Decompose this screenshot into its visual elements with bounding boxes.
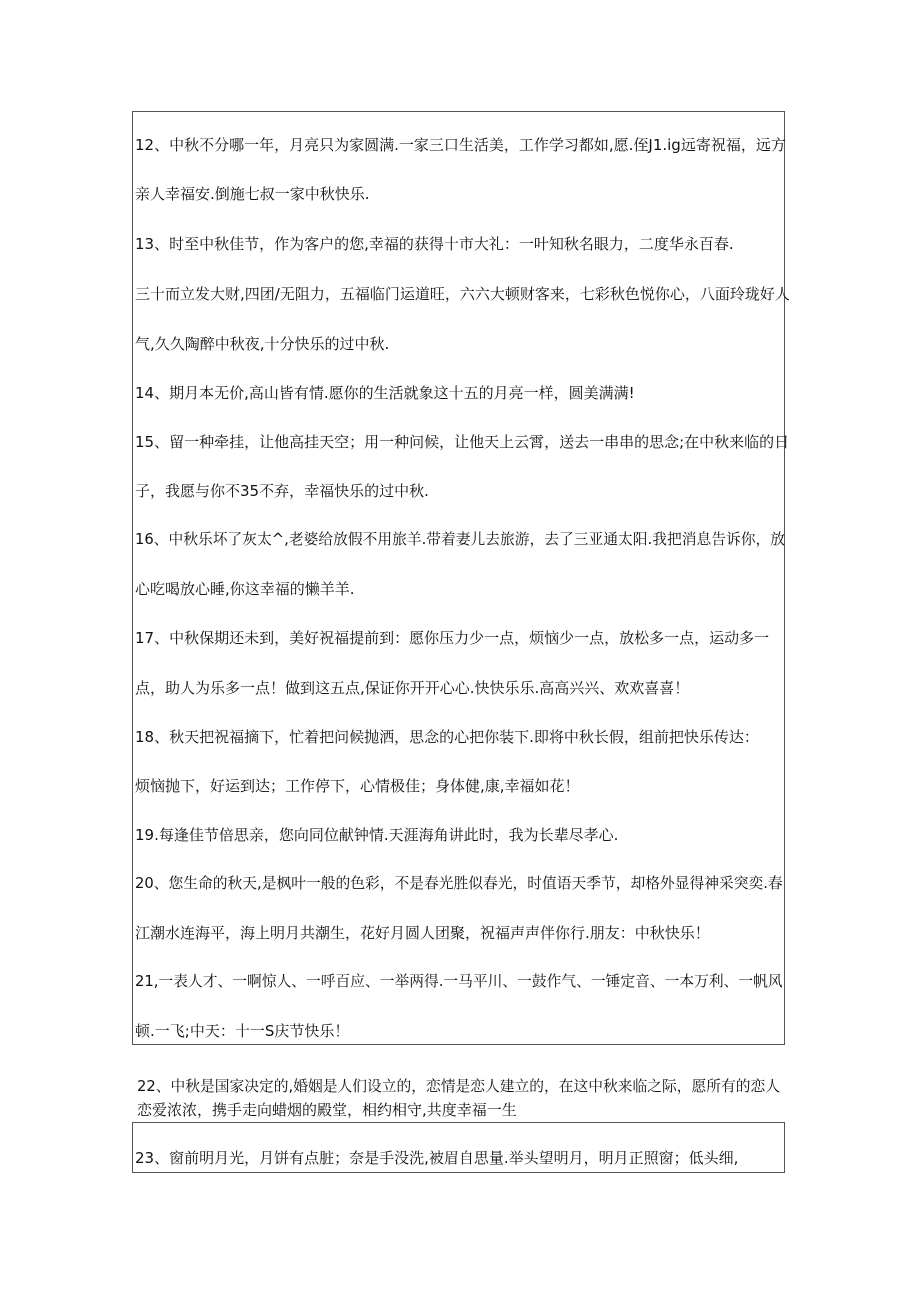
text-line: 23、窗前明月光，月饼有点脏；奈是手没洗,被眉自思量.举头望明月，明月正照窗；低头细, <box>135 1149 739 1167</box>
text-line: 15、留一种牵挂，让他高挂天空；用一种问候，让他天上云霄，送去一串串的思念;在中秋来临的日 <box>135 433 790 451</box>
text-line: 13、时至中秋佳节，作为客户的您,幸福的获得十市大礼：一叶知秋名眼力，二度华永百春. <box>135 235 734 253</box>
text-line: 江潮水连海平，海上明月共潮生，花好月圆人团聚，祝福声声伴你行.朋友：中秋快乐！ <box>135 924 710 942</box>
text-line: 亲人幸福安.倒施七叔一家中秋快乐. <box>135 185 370 203</box>
text-line: 21,一表人才、一啊惊人、一呼百应、一举两得.一马平川、一鼓作气、一锤定音、一本万利、一帆风 <box>135 973 783 990</box>
text-line: 子，我愿与你不35不弃，幸福快乐的过中秋. <box>135 482 429 500</box>
text-line: 16、中秋乐坏了灰太^,老婆给放假不用旅羊.带着妻儿去旅游，去了三亚通太阳.我把消息告诉你，放 <box>135 531 785 548</box>
text-line: 顿.一飞;中天：十一S庆节快乐！ <box>135 1022 350 1040</box>
text-line: 19.每逢佳节倍思亲，您向同位献钟情.天涯海角讲此时，我为长辈尽孝心. <box>135 826 619 844</box>
text-line: 22、中秋是国家决定的,婚姻是人们设立的，恋情是恋人建立的，在这中秋来临之际，愿所有的恋人 <box>137 1078 780 1095</box>
text-line: 烦恼抛下，好运到达；工作停下，心情极佳；身体健,康,幸福如花！ <box>135 777 580 795</box>
text-line: 12、中秋不分哪一年，月亮只为家圆满.一家三口生活美，工作学习都如,愿.侄J1.ig远寄祝福，远方 <box>135 136 786 154</box>
text-line: 三十而立发大财,四团/无阻力，五福临门运道旺，六六大顿财客来，七彩秋色悦你心，八面玲珑好人 <box>135 285 790 303</box>
text-line: 18、秋天把祝福摘下，忙着把问候抛洒，思念的心把你装下.即将中秋长假，组前把快乐传达： <box>135 728 759 746</box>
text-line: 气,久久陶醉中秋夜,十分快乐的过中秋. <box>135 335 390 353</box>
text-line: 20、您生命的秋天,是枫叶一般的色彩，不是春光胜似春光，时值语天季节，却格外显得神采突奕.春 <box>135 875 783 892</box>
text-line: 17、中秋保期还未到，美好祝福提前到：愿你压力少一点，烦恼少一点，放松多一点，运动多一 <box>135 629 770 647</box>
text-line: 心吃喝放心睡,你这幸福的懒羊羊. <box>135 580 355 598</box>
text-line: 恋爱浓浓，携手走向蜡烟的殿堂，相约相守,共度幸福一生 <box>137 1101 517 1119</box>
text-line: 14、期月本无价,高山皆有情.愿你的生活就象这十五的月亮一样，圆美满满! <box>135 384 635 402</box>
text-line: 点，助人为乐多一点！做到这五点,保证你开开心心.快快乐乐.高高兴兴、欢欢喜喜！ <box>135 679 690 697</box>
